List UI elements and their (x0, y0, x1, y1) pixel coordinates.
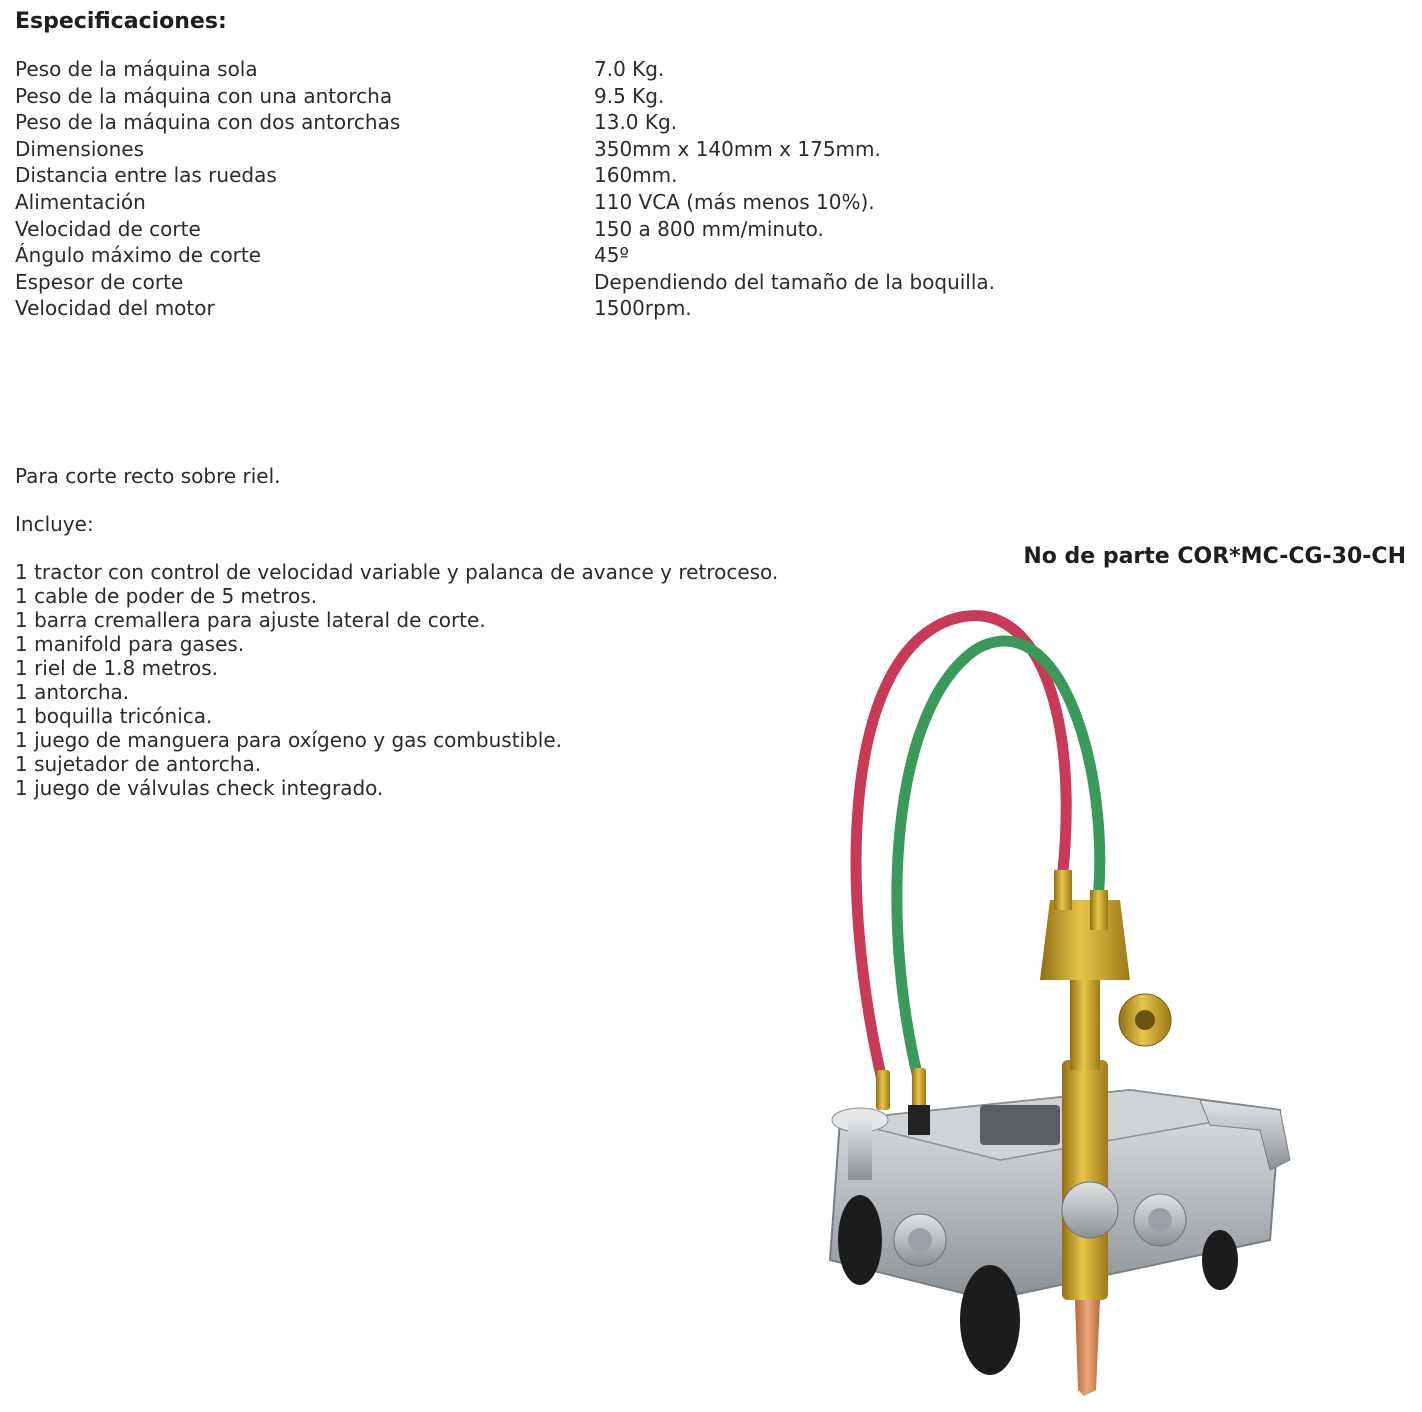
includes-list (15, 560, 778, 800)
part-number: No de parte COR*MC-CG-30-CH (1023, 544, 1406, 569)
red-hose (856, 616, 1066, 1080)
spec-label: Velocidad de corte (15, 216, 201, 241)
spec-row (15, 269, 1115, 296)
spec-label: Peso de la máquina con dos antorchas (15, 110, 401, 135)
spec-value: 45º (594, 243, 629, 268)
spec-label: Alimentación (15, 189, 146, 214)
product-image (800, 600, 1320, 1400)
wheel (960, 1265, 1020, 1375)
spec-row (15, 295, 1115, 322)
spec-row (15, 162, 1115, 189)
list-item: 1 boquilla tricónica. (15, 704, 213, 728)
list-item: 1 tractor con control de velocidad variable y palanca de avance y retroceso. (15, 560, 779, 584)
spec-value: 110 VCA (más menos 10%). (594, 189, 875, 214)
spec-label: Peso de la máquina con una antorcha (15, 83, 393, 108)
spec-row (15, 109, 1115, 136)
wheel (1202, 1230, 1238, 1290)
spec-row (15, 56, 1115, 83)
includes-title: Incluye: (15, 512, 94, 536)
spec-row (15, 216, 1115, 243)
spec-label: Peso de la máquina sola (15, 57, 258, 81)
list-item: 1 riel de 1.8 metros. (15, 656, 219, 680)
spec-label: Dimensiones (15, 136, 145, 161)
spec-row (15, 83, 1115, 110)
torch-body (1062, 1060, 1108, 1300)
specs-heading: Especificaciones: (15, 9, 227, 34)
list-item: 1 juego de manguera para oxígeno y gas combustible. (15, 728, 563, 752)
list-item: 1 barra cremallera para ajuste lateral de corte. (15, 608, 486, 632)
spec-value: 350mm x 140mm x 175mm. (594, 136, 881, 161)
spec-label: Velocidad del motor (15, 296, 215, 321)
spec-value: 13.0 Kg. (594, 110, 678, 135)
spec-value: 1500rpm. (594, 296, 692, 321)
spec-value: 160mm. (594, 163, 678, 188)
spec-label: Ángulo máximo de corte (15, 243, 262, 268)
spec-value: 9.5 Kg. (594, 83, 665, 108)
intro-text: Para corte recto sobre riel. (15, 464, 281, 488)
spec-value: 150 a 800 mm/minuto. (594, 216, 824, 241)
spec-label: Espesor de corte (15, 269, 184, 294)
list-item: 1 manifold para gases. (15, 632, 245, 656)
list-item: 1 juego de válvulas check integrado. (15, 776, 384, 800)
specs-table (15, 56, 1115, 322)
spec-label: Distancia entre las ruedas (15, 163, 277, 188)
list-item: 1 sujetador de antorcha. (15, 752, 262, 776)
spec-value: Dependiendo del tamaño de la boquilla. (594, 269, 996, 294)
cutting-tip (1075, 1300, 1100, 1396)
list-item: 1 cable de poder de 5 metros. (15, 584, 317, 608)
wheel (838, 1195, 882, 1285)
list-item: 1 antorcha. (15, 680, 130, 704)
spec-row (15, 136, 1115, 163)
spec-row (15, 189, 1115, 216)
spec-row (15, 242, 1115, 269)
spec-value: 7.0 Kg. (594, 57, 665, 81)
